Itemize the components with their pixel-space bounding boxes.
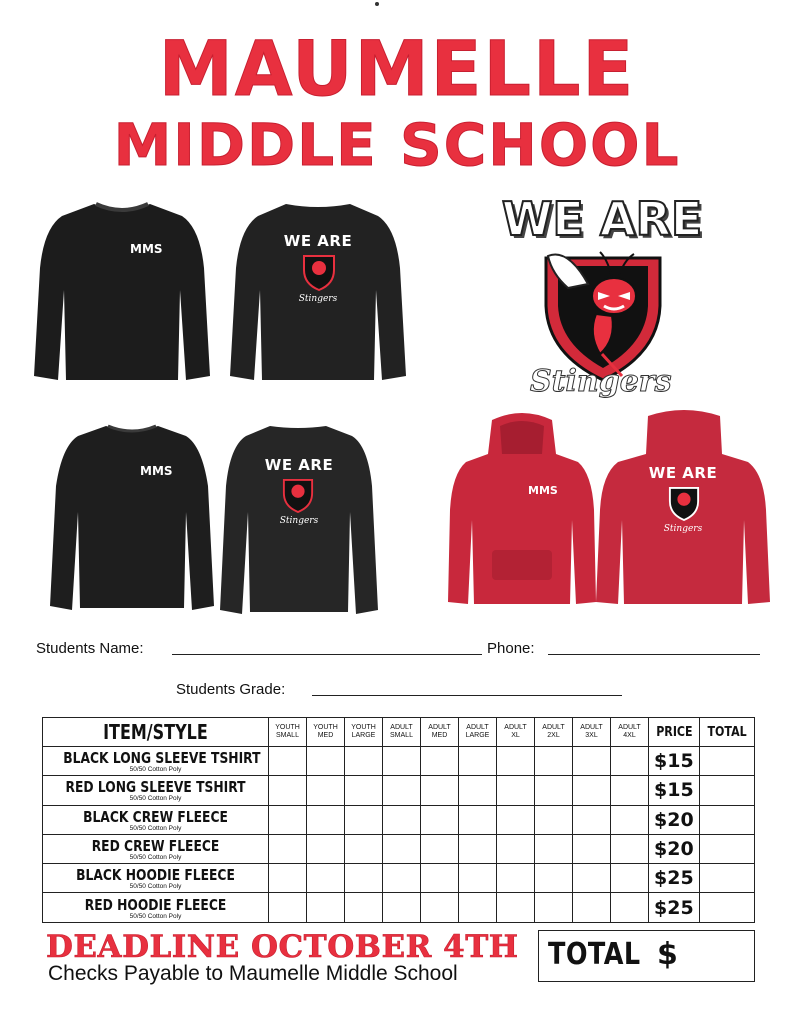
back-print-stingers: Stingers [298,294,338,304]
item-style-cell [43,864,269,893]
student-grade-label: Students Grade: [176,681,286,698]
item-name: RED LONG SLEEVE TSHIRT [65,778,246,797]
front-print-mms: MMS [528,484,558,497]
qty-cell-adult-xl[interactable] [497,834,535,863]
item-material: 50/50 Cotton Poly [129,883,182,891]
price-cell: $15 [649,776,700,805]
qty-cell-adult-large[interactable] [459,747,497,776]
item-material: 50/50 Cotton Poly [129,824,182,832]
price-cell: $20 [649,805,700,834]
student-name-field[interactable] [172,654,482,655]
item-material: 50/50 Cotton Poly [129,795,182,803]
qty-cell-adult-2xl[interactable] [535,864,573,893]
student-name-label: Students Name: [36,640,144,657]
qty-cell-adult-med[interactable] [421,834,459,863]
qty-cell-youth-small[interactable] [269,776,307,805]
table-header-row [43,718,755,747]
item-name: BLACK HOODIE FLEECE [76,866,235,885]
back-print-we-are: WE ARE [264,456,334,474]
item-style-cell [43,834,269,863]
size-header-adult-med: ADULT MED [421,718,459,747]
size-header-adult-4xl: ADULT 4XL [611,718,649,747]
qty-cell-adult-3xl[interactable] [573,776,611,805]
size-header-adult-3xl: ADULT 3XL [573,718,611,747]
qty-cell-youth-med[interactable] [307,776,345,805]
qty-cell-adult-4xl[interactable] [611,805,649,834]
qty-cell-youth-large[interactable] [345,864,383,893]
hoodie-front-graphic [448,410,596,608]
qty-cell-adult-xl[interactable] [497,805,535,834]
qty-cell-adult-large[interactable] [459,776,497,805]
qty-cell-youth-large[interactable] [345,834,383,863]
row-total-cell[interactable] [700,864,755,893]
item-style-cell [43,747,269,776]
tee-front-graphic [50,422,215,614]
size-header-youth-med: YOUTH MED [307,718,345,747]
size-header-adult-small: ADULT SMALL [383,718,421,747]
row-total-cell[interactable] [700,834,755,863]
price-cell: $15 [649,747,700,776]
size-header-youth-small: YOUTH SMALL [269,718,307,747]
back-print-stingers: Stingers [663,524,703,534]
qty-cell-youth-small[interactable] [269,805,307,834]
grand-total-label: TOTAL [548,937,641,972]
garment-red-hoodie-back [596,410,770,608]
qty-cell-adult-3xl[interactable] [573,805,611,834]
row-total-cell[interactable] [700,776,755,805]
qty-cell-adult-4xl[interactable] [611,776,649,805]
table-row [43,864,755,893]
qty-cell-youth-med[interactable] [307,893,345,922]
qty-cell-adult-2xl[interactable] [535,805,573,834]
garment-black-tee-back [220,422,378,618]
front-print-mms: MMS [140,464,173,478]
grand-total-currency: $ [657,937,678,972]
qty-cell-adult-4xl[interactable] [611,864,649,893]
qty-cell-adult-3xl[interactable] [573,893,611,922]
qty-cell-adult-2xl[interactable] [535,834,573,863]
qty-cell-adult-3xl[interactable] [573,834,611,863]
qty-cell-adult-large[interactable] [459,834,497,863]
qty-cell-youth-small[interactable] [269,864,307,893]
qty-cell-adult-med[interactable] [421,893,459,922]
item-style-header: ITEM/STYLE [43,718,269,747]
qty-cell-youth-med[interactable] [307,805,345,834]
garment-black-crew-front [32,198,212,388]
qty-cell-adult-4xl[interactable] [611,747,649,776]
size-header-adult-xl: ADULT XL [497,718,535,747]
qty-cell-adult-2xl[interactable] [535,747,573,776]
deadline-banner: DEADLINE OCTOBER 4TH [46,929,519,965]
item-style-cell [43,776,269,805]
phone-field[interactable] [548,654,760,655]
price-cell: $25 [649,893,700,922]
qty-cell-adult-small[interactable] [383,747,421,776]
phone-label: Phone: [487,640,535,657]
grand-total-box[interactable] [538,930,755,982]
item-name: RED CREW FLEECE [91,837,220,856]
title-school-name: MAUMELLE [158,24,636,113]
qty-cell-adult-small[interactable] [383,834,421,863]
qty-cell-adult-small[interactable] [383,864,421,893]
qty-cell-adult-xl[interactable] [497,747,535,776]
qty-cell-adult-3xl[interactable] [573,864,611,893]
order-table [42,717,755,923]
table-row [43,805,755,834]
qty-cell-youth-small[interactable] [269,893,307,922]
item-material: 50/50 Cotton Poly [129,912,182,920]
price-cell: $20 [649,834,700,863]
qty-cell-adult-2xl[interactable] [535,776,573,805]
qty-cell-adult-med[interactable] [421,776,459,805]
item-style-cell [43,805,269,834]
size-header-adult-2xl: ADULT 2XL [535,718,573,747]
total-header: TOTAL [700,718,755,747]
logo-stingers-script: Stingers [530,364,672,399]
qty-cell-adult-small[interactable] [383,776,421,805]
table-row [43,834,755,863]
table-row [43,776,755,805]
item-name: BLACK CREW FLEECE [83,807,228,826]
qty-cell-youth-large[interactable] [345,747,383,776]
qty-cell-adult-4xl[interactable] [611,893,649,922]
back-print-we-are: WE ARE [283,232,353,250]
qty-cell-adult-small[interactable] [383,805,421,834]
back-print-we-are: WE ARE [648,464,718,482]
mini-shield-icon [282,476,314,514]
item-name: RED HOODIE FLEECE [84,895,227,914]
mini-shield-icon [302,252,336,292]
qty-cell-adult-large[interactable] [459,864,497,893]
garment-red-hoodie-front [448,410,596,608]
qty-cell-adult-xl[interactable] [497,893,535,922]
qty-cell-youth-large[interactable] [345,805,383,834]
qty-cell-adult-large[interactable] [459,893,497,922]
qty-cell-adult-xl[interactable] [497,864,535,893]
qty-cell-youth-large[interactable] [345,893,383,922]
qty-cell-youth-med[interactable] [307,747,345,776]
qty-cell-youth-large[interactable] [345,776,383,805]
qty-cell-adult-large[interactable] [459,805,497,834]
qty-cell-adult-med[interactable] [421,747,459,776]
front-print-mms: MMS [130,242,163,256]
qty-cell-youth-med[interactable] [307,864,345,893]
garment-black-tee-front [50,422,215,614]
stinger-shield-icon [538,244,668,384]
qty-cell-youth-small[interactable] [269,747,307,776]
sweatshirt-front-graphic [32,198,212,388]
table-row [43,747,755,776]
student-grade-field[interactable] [312,695,622,696]
table-row [43,893,755,922]
qty-cell-adult-small[interactable] [383,893,421,922]
qty-cell-youth-small[interactable] [269,834,307,863]
qty-cell-adult-med[interactable] [421,805,459,834]
back-print-stingers: Stingers [279,516,319,526]
mini-shield-icon [668,484,700,522]
checks-payable-note: Checks Payable to Maumelle Middle School [48,962,458,985]
garment-black-crew-back [228,200,408,388]
price-header: PRICE [649,718,700,747]
item-name: BLACK LONG SLEEVE TSHIRT [63,749,261,768]
scan-dot [375,2,379,6]
title-middle-school: MIDDLE SCHOOL [113,111,681,179]
row-total-cell[interactable] [700,747,755,776]
qty-cell-youth-med[interactable] [307,834,345,863]
item-material: 50/50 Cotton Poly [129,766,182,774]
qty-cell-adult-xl[interactable] [497,776,535,805]
item-style-cell [43,893,269,922]
row-total-cell[interactable] [700,805,755,834]
logo-we-are: WE ARE [501,192,703,246]
size-header-adult-large: ADULT LARGE [459,718,497,747]
qty-cell-adult-4xl[interactable] [611,834,649,863]
item-material: 50/50 Cotton Poly [129,854,182,862]
qty-cell-adult-med[interactable] [421,864,459,893]
size-header-youth-large: YOUTH LARGE [345,718,383,747]
qty-cell-adult-3xl[interactable] [573,747,611,776]
price-cell: $25 [649,864,700,893]
row-total-cell[interactable] [700,893,755,922]
qty-cell-adult-2xl[interactable] [535,893,573,922]
